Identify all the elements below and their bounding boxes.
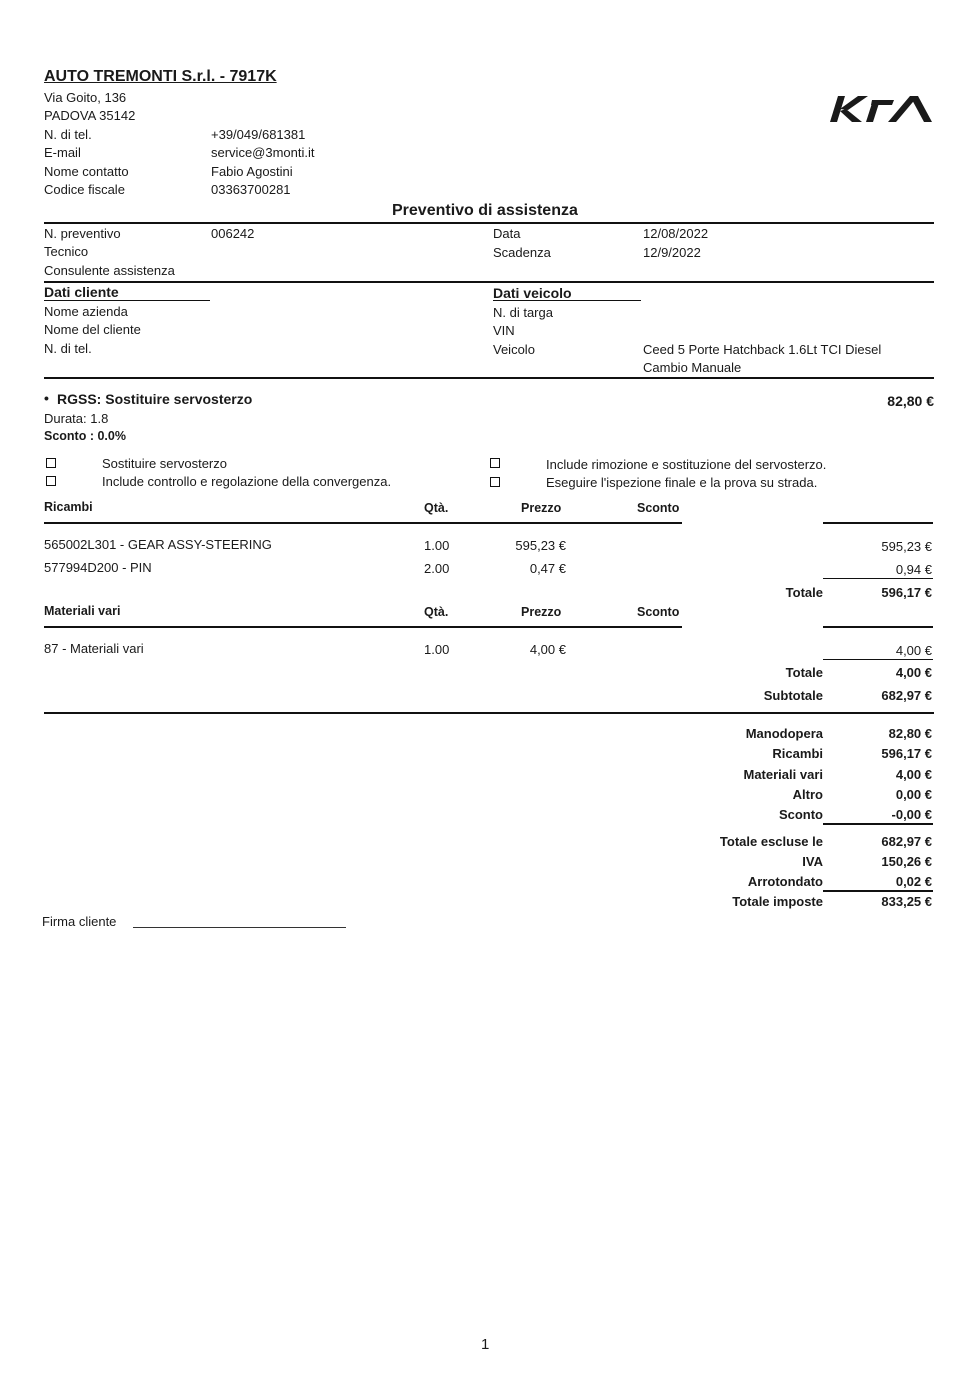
divider bbox=[823, 578, 933, 579]
ricambi-row-qty: 2.00 bbox=[424, 561, 450, 576]
materiali-totale-label: Totale bbox=[785, 665, 823, 680]
summary-iva-label: IVA bbox=[802, 854, 823, 869]
task-checkbox[interactable] bbox=[490, 458, 500, 468]
scadenza-value: 12/9/2022 bbox=[643, 245, 701, 260]
summary-materiali-value: 4,00 € bbox=[895, 767, 932, 782]
job-price: 82,80 € bbox=[887, 393, 934, 409]
data-label: Data bbox=[493, 226, 521, 241]
company-cf-label: Codice fiscale bbox=[44, 182, 125, 197]
divider bbox=[44, 626, 682, 628]
targa-label: N. di targa bbox=[493, 305, 553, 320]
divider bbox=[823, 823, 933, 825]
page-number: 1 bbox=[481, 1336, 490, 1353]
summary-altro-value: 0,00 € bbox=[895, 787, 932, 802]
task-label: Eseguire l'ispezione finale e la prova su strada. bbox=[546, 475, 818, 490]
summary-totale-imposte-label: Totale imposte bbox=[732, 894, 823, 909]
tecnico-label: Tecnico bbox=[44, 244, 89, 259]
summary-arrotondato-label: Arrotondato bbox=[747, 874, 823, 889]
preventivo-label: N. preventivo bbox=[44, 226, 121, 241]
divider bbox=[44, 281, 934, 283]
ricambi-row-qty: 1.00 bbox=[424, 538, 450, 553]
summary-iva-value: 150,26 € bbox=[881, 854, 932, 869]
summary-totale-escluse-label: Totale escluse le bbox=[719, 834, 823, 849]
data-value: 12/08/2022 bbox=[643, 226, 709, 241]
document-title: Preventivo di assistenza bbox=[392, 202, 578, 219]
summary-manodopera-label: Manodopera bbox=[745, 726, 823, 741]
summary-sconto-value: -0,00 € bbox=[891, 807, 932, 822]
ricambi-row-desc: 565002L301 - GEAR ASSY-STEERING bbox=[44, 537, 272, 552]
veicolo-section-title: Dati veicolo bbox=[493, 285, 572, 301]
company-contact-value: Fabio Agostini bbox=[211, 164, 293, 179]
ricambi-header-prezzo: Prezzo bbox=[521, 501, 562, 515]
materiali-row-desc: 87 - Materiali vari bbox=[44, 641, 144, 656]
summary-totale-imposte-value: 833,25 € bbox=[881, 894, 932, 909]
materiali-header-prezzo: Prezzo bbox=[521, 605, 562, 619]
company-tel-label: N. di tel. bbox=[44, 127, 92, 142]
materiali-header-desc: Materiali vari bbox=[44, 604, 121, 618]
company-name: AUTO TREMONTI S.r.l. - 7917K bbox=[44, 68, 277, 85]
summary-manodopera-value: 82,80 € bbox=[888, 726, 932, 741]
materiali-header-sconto: Sconto bbox=[637, 605, 680, 619]
divider bbox=[823, 522, 933, 524]
task-checkbox[interactable] bbox=[46, 476, 56, 486]
preventivo-value: 006242 bbox=[211, 226, 255, 241]
cliente-tel-label: N. di tel. bbox=[44, 341, 92, 356]
divider bbox=[823, 626, 933, 628]
summary-arrotondato-value: 0,02 € bbox=[895, 874, 932, 889]
veicolo-value-line2: Cambio Manuale bbox=[643, 360, 742, 375]
divider bbox=[44, 712, 934, 714]
ricambi-totale-value: 596,17 € bbox=[881, 585, 932, 600]
company-tel-value: +39/049/681381 bbox=[211, 127, 306, 142]
materiali-totale-value: 4,00 € bbox=[895, 665, 932, 680]
subtotale-label: Subtotale bbox=[763, 688, 823, 703]
task-label: Sostituire servosterzo bbox=[102, 456, 227, 471]
kia-logo bbox=[828, 94, 936, 124]
summary-ricambi-label: Ricambi bbox=[772, 746, 823, 761]
task-checkbox[interactable] bbox=[490, 477, 500, 487]
ricambi-header-qty: Qtà. bbox=[424, 501, 449, 515]
materiali-row-total: 4,00 € bbox=[895, 643, 932, 658]
ricambi-header-sconto: Sconto bbox=[637, 501, 680, 515]
summary-sconto-label: Sconto bbox=[778, 807, 823, 822]
job-sconto: Sconto : 0.0% bbox=[44, 429, 126, 443]
task-checkbox[interactable] bbox=[46, 458, 56, 468]
ricambi-totale-label: Totale bbox=[785, 585, 823, 600]
company-cf-value: 03363700281 bbox=[211, 182, 291, 197]
ricambi-row-total: 595,23 € bbox=[881, 539, 932, 554]
job-durata: Durata: 1.8 bbox=[44, 411, 109, 426]
summary-materiali-label: Materiali vari bbox=[743, 767, 823, 782]
divider bbox=[44, 222, 934, 224]
firma-cliente-label: Firma cliente bbox=[42, 914, 117, 929]
materiali-row-price: 4,00 € bbox=[529, 642, 566, 657]
divider bbox=[823, 659, 933, 660]
company-contact-label: Nome contatto bbox=[44, 164, 129, 179]
ricambi-row-desc: 577994D200 - PIN bbox=[44, 560, 152, 575]
divider bbox=[44, 522, 682, 524]
summary-altro-label: Altro bbox=[792, 787, 823, 802]
signature-line[interactable] bbox=[133, 927, 346, 928]
veicolo-label: Veicolo bbox=[493, 342, 535, 357]
cliente-section-title: Dati cliente bbox=[44, 284, 119, 300]
company-address-line1: Via Goito, 136 bbox=[44, 90, 127, 105]
subtotale-value: 682,97 € bbox=[881, 688, 932, 703]
job-title: RGSS: Sostituire servosterzo bbox=[57, 391, 253, 407]
summary-ricambi-value: 596,17 € bbox=[881, 746, 932, 761]
ricambi-header-desc: Ricambi bbox=[44, 500, 93, 514]
divider bbox=[823, 890, 933, 892]
divider bbox=[44, 300, 210, 301]
scadenza-label: Scadenza bbox=[493, 245, 551, 260]
company-email-value: service@3monti.it bbox=[211, 145, 315, 160]
ricambi-row-price: 595,23 € bbox=[515, 538, 566, 553]
ricambi-row-price: 0,47 € bbox=[529, 561, 566, 576]
job-bullet: • bbox=[44, 390, 49, 406]
company-email-label: E-mail bbox=[44, 145, 81, 160]
materiali-row-qty: 1.00 bbox=[424, 642, 450, 657]
divider bbox=[493, 300, 641, 301]
task-label: Include controllo e regolazione della convergenza. bbox=[102, 474, 392, 489]
summary-totale-escluse-value: 682,97 € bbox=[881, 834, 932, 849]
ricambi-row-total: 0,94 € bbox=[895, 562, 932, 577]
divider bbox=[44, 377, 934, 379]
azienda-label: Nome azienda bbox=[44, 304, 128, 319]
task-label: Include rimozione e sostituzione del servosterzo. bbox=[546, 457, 827, 472]
vin-label: VIN bbox=[493, 323, 515, 338]
company-address-line2: PADOVA 35142 bbox=[44, 108, 136, 123]
materiali-header-qty: Qtà. bbox=[424, 605, 449, 619]
veicolo-value-line1: Ceed 5 Porte Hatchback 1.6Lt TCI Diesel bbox=[643, 342, 882, 357]
nome-cliente-label: Nome del cliente bbox=[44, 322, 141, 337]
consulente-label: Consulente assistenza bbox=[44, 263, 175, 278]
